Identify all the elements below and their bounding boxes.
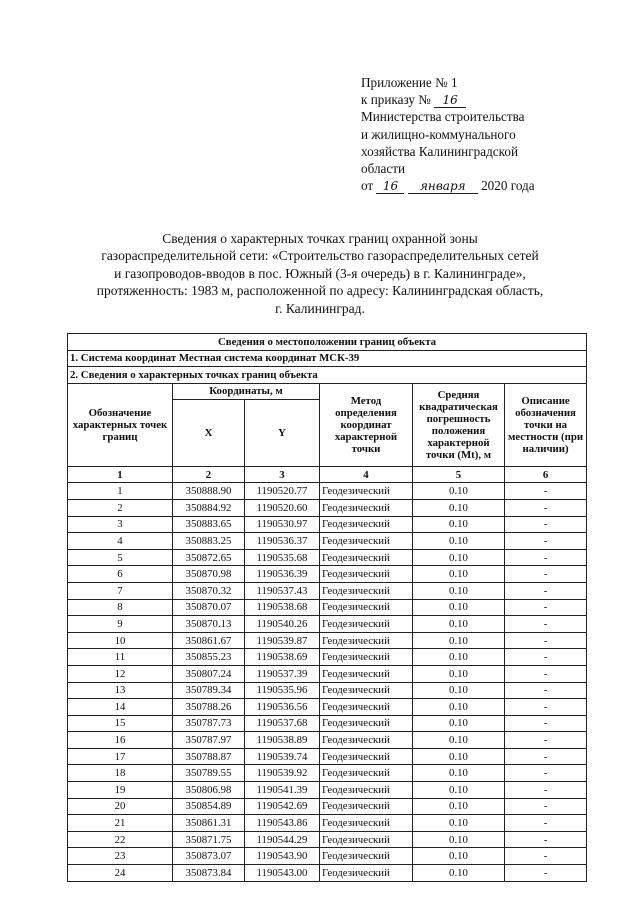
- table-row: [68, 566, 587, 583]
- method-cell: Геодезический: [320, 566, 413, 583]
- column-number: 6: [505, 466, 587, 483]
- method-cell: Геодезический: [320, 616, 413, 633]
- method-cell: Геодезический: [320, 782, 413, 799]
- point-id-cell: 5: [68, 549, 173, 566]
- y-cell: 1190537.39: [245, 665, 320, 682]
- point-id-cell: 16: [68, 732, 173, 749]
- y-cell: 1190535.96: [245, 682, 320, 699]
- x-cell: 350883.65: [173, 516, 245, 533]
- error-cell: 0.10: [413, 516, 505, 533]
- table-row: [68, 499, 587, 516]
- table-row: [68, 682, 587, 699]
- header-coords: Координаты, м: [173, 383, 320, 399]
- method-cell: Геодезический: [320, 499, 413, 516]
- y-cell: 1190530.97: [245, 516, 320, 533]
- y-cell: 1190538.68: [245, 599, 320, 616]
- method-cell: Геодезический: [320, 765, 413, 782]
- y-cell: 1190537.68: [245, 715, 320, 732]
- description-cell: -: [505, 798, 587, 815]
- point-id-cell: 23: [68, 848, 173, 865]
- x-cell: 350807.24: [173, 665, 245, 682]
- point-id-cell: 6: [68, 566, 173, 583]
- column-number: 3: [245, 466, 320, 483]
- table-row: [68, 715, 587, 732]
- x-cell: 350788.87: [173, 748, 245, 765]
- method-cell: Геодезический: [320, 649, 413, 666]
- method-cell: Геодезический: [320, 865, 413, 882]
- method-cell: Геодезический: [320, 533, 413, 550]
- table-row: [68, 549, 587, 566]
- ministry-line-2: и жилищно-коммунального: [361, 126, 516, 142]
- y-cell: 1190538.89: [245, 732, 320, 749]
- coordinate-system-row: 1. Система координат Местная система координат МСК-39: [68, 350, 587, 367]
- error-cell: 0.10: [413, 483, 505, 500]
- point-id-cell: 8: [68, 599, 173, 616]
- point-id-cell: 11: [68, 649, 173, 666]
- error-cell: 0.10: [413, 865, 505, 882]
- method-cell: Геодезический: [320, 632, 413, 649]
- point-id-cell: 14: [68, 699, 173, 716]
- x-cell: 350873.84: [173, 865, 245, 882]
- point-id-cell: 4: [68, 533, 173, 550]
- error-cell: 0.10: [413, 831, 505, 848]
- table-row: [68, 865, 587, 882]
- error-cell: 0.10: [413, 566, 505, 583]
- error-cell: 0.10: [413, 715, 505, 732]
- x-cell: 350884.92: [173, 499, 245, 516]
- description-cell: -: [505, 665, 587, 682]
- method-cell: Геодезический: [320, 699, 413, 716]
- x-cell: 350871.75: [173, 831, 245, 848]
- error-cell: 0.10: [413, 533, 505, 550]
- error-cell: 0.10: [413, 732, 505, 749]
- method-cell: Геодезический: [320, 599, 413, 616]
- description-cell: -: [505, 549, 587, 566]
- x-cell: 350883.25: [173, 533, 245, 550]
- title-line: газораспределительной сети: «Строительство газораспределительных сетей: [101, 248, 539, 264]
- description-cell: -: [505, 715, 587, 732]
- point-id-cell: 7: [68, 582, 173, 599]
- description-cell: -: [505, 616, 587, 633]
- column-number: 5: [413, 466, 505, 483]
- error-cell: 0.10: [413, 582, 505, 599]
- table-row: [68, 665, 587, 682]
- y-cell: 1190539.87: [245, 632, 320, 649]
- header-point: Обозначение характерных точек границ: [68, 383, 173, 466]
- y-cell: 1190541.39: [245, 782, 320, 799]
- x-cell: 350872.65: [173, 549, 245, 566]
- description-cell: -: [505, 582, 587, 599]
- y-cell: 1190536.37: [245, 533, 320, 550]
- x-cell: 350806.98: [173, 782, 245, 799]
- table-row: [68, 599, 587, 616]
- description-cell: -: [505, 748, 587, 765]
- date-line: [361, 177, 601, 194]
- description-cell: -: [505, 815, 587, 832]
- point-id-cell: 15: [68, 715, 173, 732]
- method-cell: Геодезический: [320, 715, 413, 732]
- method-cell: Геодезический: [320, 549, 413, 566]
- description-cell: -: [505, 782, 587, 799]
- table-row: [68, 533, 587, 550]
- coordinates-table: [67, 333, 587, 882]
- error-cell: 0.10: [413, 549, 505, 566]
- error-cell: 0.10: [413, 499, 505, 516]
- header-y: Y: [245, 399, 320, 466]
- column-number: 1: [68, 466, 173, 483]
- point-id-cell: 24: [68, 865, 173, 882]
- y-cell: 1190542.69: [245, 798, 320, 815]
- error-cell: 0.10: [413, 765, 505, 782]
- y-cell: 1190544.29: [245, 831, 320, 848]
- method-cell: Геодезический: [320, 582, 413, 599]
- error-cell: 0.10: [413, 748, 505, 765]
- table-row: [68, 483, 587, 500]
- x-cell: 350788.26: [173, 699, 245, 716]
- title-line: протяженность: 1983 м, расположенной по адресу: Калининградская область,: [96, 283, 544, 299]
- y-cell: 1190543.00: [245, 865, 320, 882]
- x-cell: 350787.73: [173, 715, 245, 732]
- table-row: [68, 765, 587, 782]
- order-line: [361, 91, 601, 108]
- title-line: г. Калининград.: [275, 300, 365, 316]
- error-cell: 0.10: [413, 815, 505, 832]
- table-row: [68, 699, 587, 716]
- method-cell: Геодезический: [320, 748, 413, 765]
- error-cell: 0.10: [413, 599, 505, 616]
- y-cell: 1190540.26: [245, 616, 320, 633]
- method-cell: Геодезический: [320, 798, 413, 815]
- header-x: X: [173, 399, 245, 466]
- ministry-line-3: хозяйства Калининградской: [361, 143, 519, 159]
- description-cell: -: [505, 649, 587, 666]
- description-cell: -: [505, 765, 587, 782]
- x-cell: 350870.32: [173, 582, 245, 599]
- x-cell: 350854.89: [173, 798, 245, 815]
- y-cell: 1190535.68: [245, 549, 320, 566]
- ministry-line-4: области: [361, 161, 406, 177]
- table-row: [68, 782, 587, 799]
- error-cell: 0.10: [413, 798, 505, 815]
- description-cell: -: [505, 516, 587, 533]
- date-month-handwritten: января: [408, 180, 478, 194]
- x-cell: 350789.55: [173, 765, 245, 782]
- appendix-block: [361, 74, 601, 194]
- description-cell: -: [505, 533, 587, 550]
- date-day-handwritten: 16: [376, 180, 404, 194]
- description-cell: -: [505, 831, 587, 848]
- header-error: Средняя квадратическая погрешность положения характерной точки (Mt), м: [413, 383, 505, 466]
- column-numbers-row: [68, 466, 587, 483]
- x-cell: 350888.90: [173, 483, 245, 500]
- method-cell: Геодезический: [320, 665, 413, 682]
- table-row: [68, 616, 587, 633]
- ministry-line-1: Министерства строительства: [361, 109, 525, 125]
- x-cell: 350873.07: [173, 848, 245, 865]
- appendix-title: Приложение № 1: [361, 75, 458, 90]
- point-id-cell: 10: [68, 632, 173, 649]
- point-id-cell: 21: [68, 815, 173, 832]
- table-row: [68, 748, 587, 765]
- x-cell: 350861.31: [173, 815, 245, 832]
- point-id-cell: 13: [68, 682, 173, 699]
- table-row: [68, 848, 587, 865]
- y-cell: 1190543.86: [245, 815, 320, 832]
- order-number-handwritten: 16: [434, 94, 466, 108]
- method-cell: Геодезический: [320, 682, 413, 699]
- y-cell: 1190539.74: [245, 748, 320, 765]
- y-cell: 1190520.60: [245, 499, 320, 516]
- description-cell: -: [505, 632, 587, 649]
- table-row: [68, 516, 587, 533]
- description-cell: -: [505, 599, 587, 616]
- point-id-cell: 1: [68, 483, 173, 500]
- y-cell: 1190537.43: [245, 582, 320, 599]
- point-id-cell: 19: [68, 782, 173, 799]
- error-cell: 0.10: [413, 699, 505, 716]
- points-section-row: 2. Сведения о характерных точках границ объекта: [68, 367, 587, 384]
- description-cell: -: [505, 499, 587, 516]
- y-cell: 1190520.77: [245, 483, 320, 500]
- method-cell: Геодезический: [320, 831, 413, 848]
- method-cell: Геодезический: [320, 848, 413, 865]
- title-line: Сведения о характерных точках границ охранной зоны: [162, 231, 478, 246]
- column-number: 2: [173, 466, 245, 483]
- date-prefix: от: [361, 178, 374, 194]
- point-id-cell: 2: [68, 499, 173, 516]
- point-id-cell: 22: [68, 831, 173, 848]
- point-id-cell: 9: [68, 616, 173, 633]
- y-cell: 1190539.92: [245, 765, 320, 782]
- date-suffix: 2020 года: [481, 178, 535, 194]
- error-cell: 0.10: [413, 665, 505, 682]
- point-id-cell: 18: [68, 765, 173, 782]
- x-cell: 350861.67: [173, 632, 245, 649]
- x-cell: 350870.13: [173, 616, 245, 633]
- y-cell: 1190538.69: [245, 649, 320, 666]
- description-cell: -: [505, 732, 587, 749]
- order-prefix: к приказу №: [361, 92, 431, 108]
- table-row: [68, 831, 587, 848]
- description-cell: -: [505, 848, 587, 865]
- x-cell: 350787.97: [173, 732, 245, 749]
- error-cell: 0.10: [413, 616, 505, 633]
- method-cell: Геодезический: [320, 483, 413, 500]
- point-id-cell: 3: [68, 516, 173, 533]
- x-cell: 350870.07: [173, 599, 245, 616]
- point-id-cell: 17: [68, 748, 173, 765]
- title-line: и газопроводов-вводов в пос. Южный (3-я очередь) в г. Калининграде»,: [114, 265, 526, 281]
- description-cell: -: [505, 699, 587, 716]
- description-cell: -: [505, 483, 587, 500]
- y-cell: 1190543.90: [245, 848, 320, 865]
- method-cell: Геодезический: [320, 732, 413, 749]
- description-cell: -: [505, 566, 587, 583]
- column-number: 4: [320, 466, 413, 483]
- table-row: [68, 815, 587, 832]
- description-cell: -: [505, 865, 587, 882]
- x-cell: 350870.98: [173, 566, 245, 583]
- error-cell: 0.10: [413, 782, 505, 799]
- point-id-cell: 12: [68, 665, 173, 682]
- error-cell: 0.10: [413, 682, 505, 699]
- y-cell: 1190536.39: [245, 566, 320, 583]
- method-cell: Геодезический: [320, 815, 413, 832]
- document-title: [60, 230, 580, 317]
- table-row: [68, 582, 587, 599]
- table-row: [68, 798, 587, 815]
- table-caption: Сведения о местоположении границ объекта: [68, 334, 587, 351]
- y-cell: 1190536.56: [245, 699, 320, 716]
- table-row: [68, 632, 587, 649]
- x-cell: 350789.34: [173, 682, 245, 699]
- error-cell: 0.10: [413, 848, 505, 865]
- description-cell: -: [505, 682, 587, 699]
- error-cell: 0.10: [413, 632, 505, 649]
- header-description: Описание обозначения точки на местности (при наличии): [505, 383, 587, 466]
- error-cell: 0.10: [413, 649, 505, 666]
- table-row: [68, 649, 587, 666]
- method-cell: Геодезический: [320, 516, 413, 533]
- table-row: [68, 732, 587, 749]
- point-id-cell: 20: [68, 798, 173, 815]
- header-method: Метод определения координат характерной точки: [320, 383, 413, 466]
- x-cell: 350855.23: [173, 649, 245, 666]
